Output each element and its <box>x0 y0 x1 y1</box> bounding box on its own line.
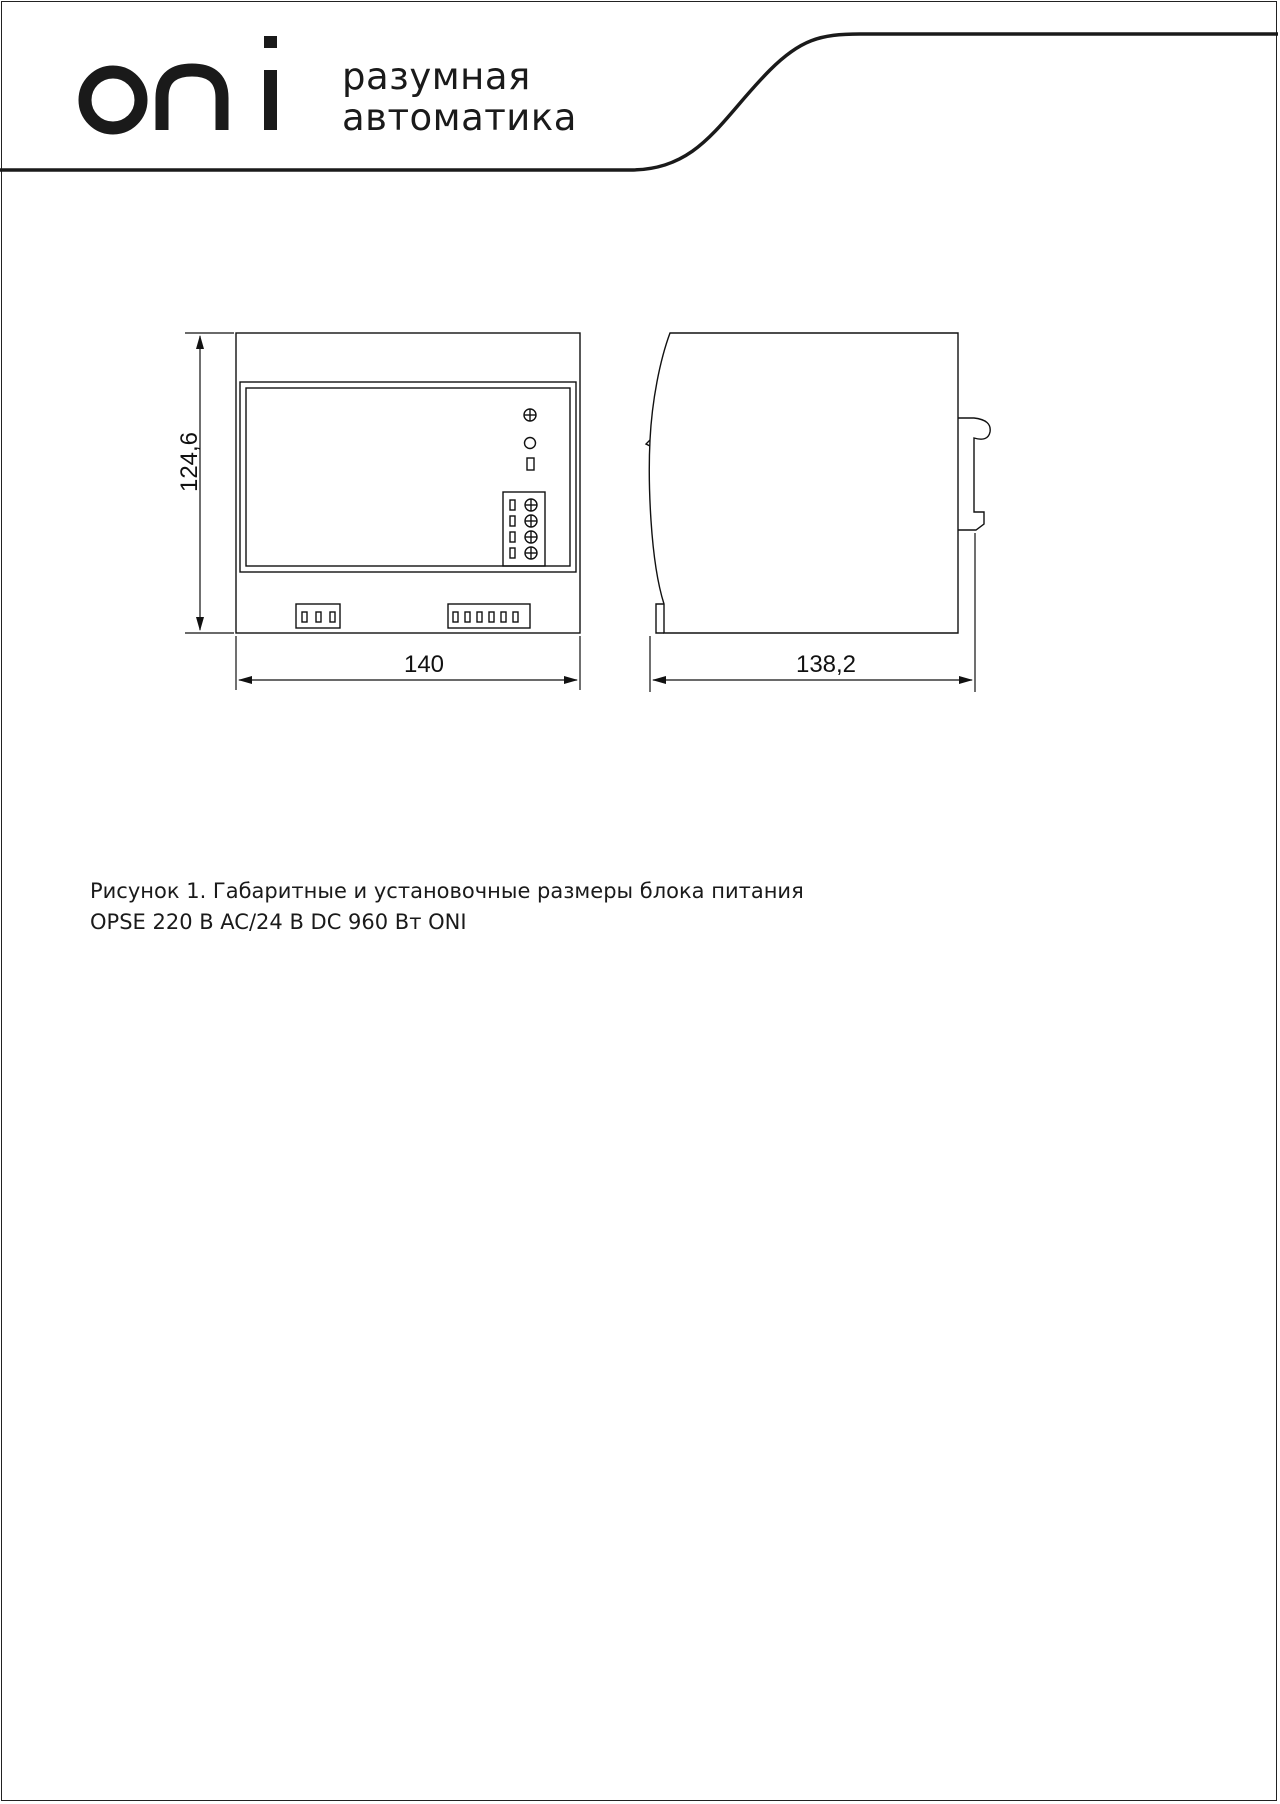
front-panel-inner <box>246 388 570 566</box>
output-terminal-block <box>503 492 545 566</box>
width-label: 140 <box>403 651 445 678</box>
adjust-potentiometer-icon <box>524 409 536 421</box>
caption-line-2: OPSE 220 В AC/24 В DC 960 Вт ONI <box>90 910 467 934</box>
led-indicator-icon <box>525 438 536 449</box>
height-label: 124,6 <box>176 431 203 493</box>
dimension-drawing <box>0 0 1280 760</box>
depth-label: 138,2 <box>795 651 857 678</box>
side-housing <box>649 333 958 633</box>
tagline-line-2: автоматика <box>342 96 577 139</box>
side-view <box>646 333 990 633</box>
din-rail-clip <box>958 418 990 530</box>
front-dimensions <box>185 333 580 690</box>
figure-caption <box>90 876 804 938</box>
output-terminals <box>510 499 537 559</box>
status-window-icon <box>527 458 534 470</box>
front-housing <box>236 333 580 633</box>
caption-line-1: Рисунок 1. Габаритные и установочные размеры блока питания <box>90 879 804 903</box>
input-connector-large <box>448 604 530 628</box>
front-view <box>236 333 580 633</box>
input-connector-small <box>296 604 340 628</box>
tagline-line-1: разумная <box>342 55 531 98</box>
